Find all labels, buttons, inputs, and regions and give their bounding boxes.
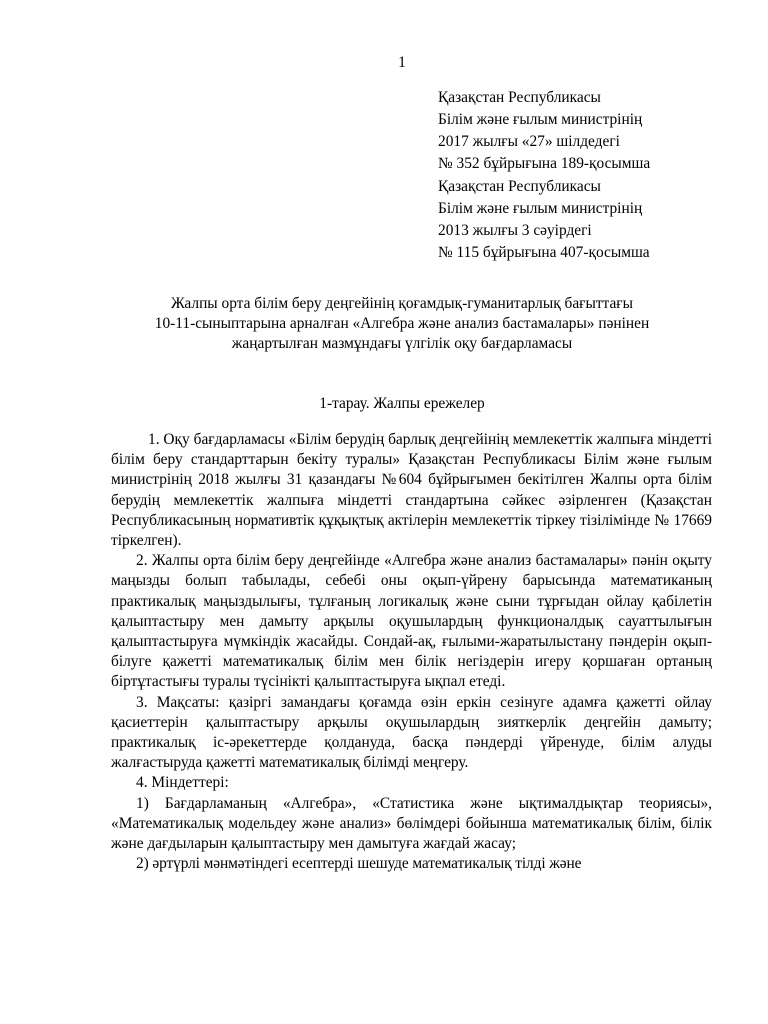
page-number: 1 [398, 54, 406, 71]
annex-line: Қазақстан Республикасы [438, 89, 601, 106]
chapter-heading: 1-тарау. Жалпы ережелер [319, 395, 485, 412]
title-line: жаңартылған мазмұндағы үлгілік оқу бағдарламасы [231, 335, 573, 352]
paragraph-4: 4. Міндеттері: [136, 774, 229, 792]
annex-line: Қазақстан Республикасы [438, 178, 601, 195]
title-line: Жалпы орта білім беру деңгейінің қоғамдық-гуманитарлық бағыттағы [171, 295, 633, 312]
document-title [88, 294, 716, 354]
paragraph-4-item-1: 1) Бағдарламаның «Алгебра», «Статистика және ықтималдықтар теориясы», «Математикалық модельдеу және анализ» бөлімдері бойынша математикалық білім, білік және дағдыларын қалыптастыру мен дамытуға жағдай жасау; [111, 794, 712, 853]
annex-line: Білім және ғылым министрінің [438, 111, 643, 128]
annex-line: 2017 жылғы «27» шілдедегі [438, 133, 620, 150]
paragraph-2: 2. Жалпы орта білім беру деңгейінде «Алгебра және анализ бастамалары» пәнін оқыту маңызды болып табылады, себебі оны оқып-үйрену барысында математиканың практикалық маңыздылығы, тұлғаның логикалық және сыни тұрғыдан ойлау қабілетін қалыптастыру мен дамыту арқылы оқушылардың функционалдық сауаттылығын қалыптастыруға мүмкіндік жасайды. Сондай-ақ, ғылыми-жаратылыстану пәндерін оқып-білуге қажетті математикалық білім мен білік негіздерін игеру қоршаған ортаның біртұтастығы туралы түсінікті қалыптастыруға ықпал етеді. [111, 552, 712, 691]
annex-block-2017 [438, 87, 738, 175]
annex-line: № 352 бұйрығына 189-қосымша [438, 155, 651, 172]
title-line: 10-11-сыныптарына арналған «Алгебра және анализ бастамалары» пәнінен [154, 315, 650, 332]
document-body [111, 430, 712, 874]
annex-line: 2013 жылғы 3 сәуірдегі [438, 222, 592, 239]
annex-line: № 115 бұйрығына 407-қосымша [438, 244, 650, 261]
annex-block-2013 [438, 176, 738, 264]
paragraph-3: 3. Мақсаты: қазіргі замандағы қоғамда өзін еркін сезінуге адамға қажетті ойлау қасиеттерін қалыптастыру арқылы оқушылардың зияткерлік деңгейін дамыту; практикалық іс-әрекеттерде қолдануда, басқа пәндерді үйренуде, білім алуды жалғастыруда қажетті математикалық білімді меңгеру. [111, 693, 712, 772]
paragraph-4-item-2: 2) әртүрлі мәнмәтіндегі есептерді шешуде математикалық тілді және [136, 855, 582, 873]
paragraph-1: 1. Оқу бағдарламасы «Білім берудің барлық деңгейінің мемлекеттік жалпыға міндетті білім беру стандарттарын бекіту туралы» Қазақстан Республикасы Білім және ғылым министрінің 2018 жылғы 31 қазандағы №604 бұйрығымен бекітілген Жалпы орта білім берудің мемлекеттік жалпыға міндетті стандартына сәйкес әзірленген (Қазақстан Республикасының нормативтік құқықтық актілерін мемлекеттік тіркеу тізілімінде № 17669 тіркелген). [111, 431, 712, 550]
annex-line: Білім және ғылым министрінің [438, 200, 643, 217]
